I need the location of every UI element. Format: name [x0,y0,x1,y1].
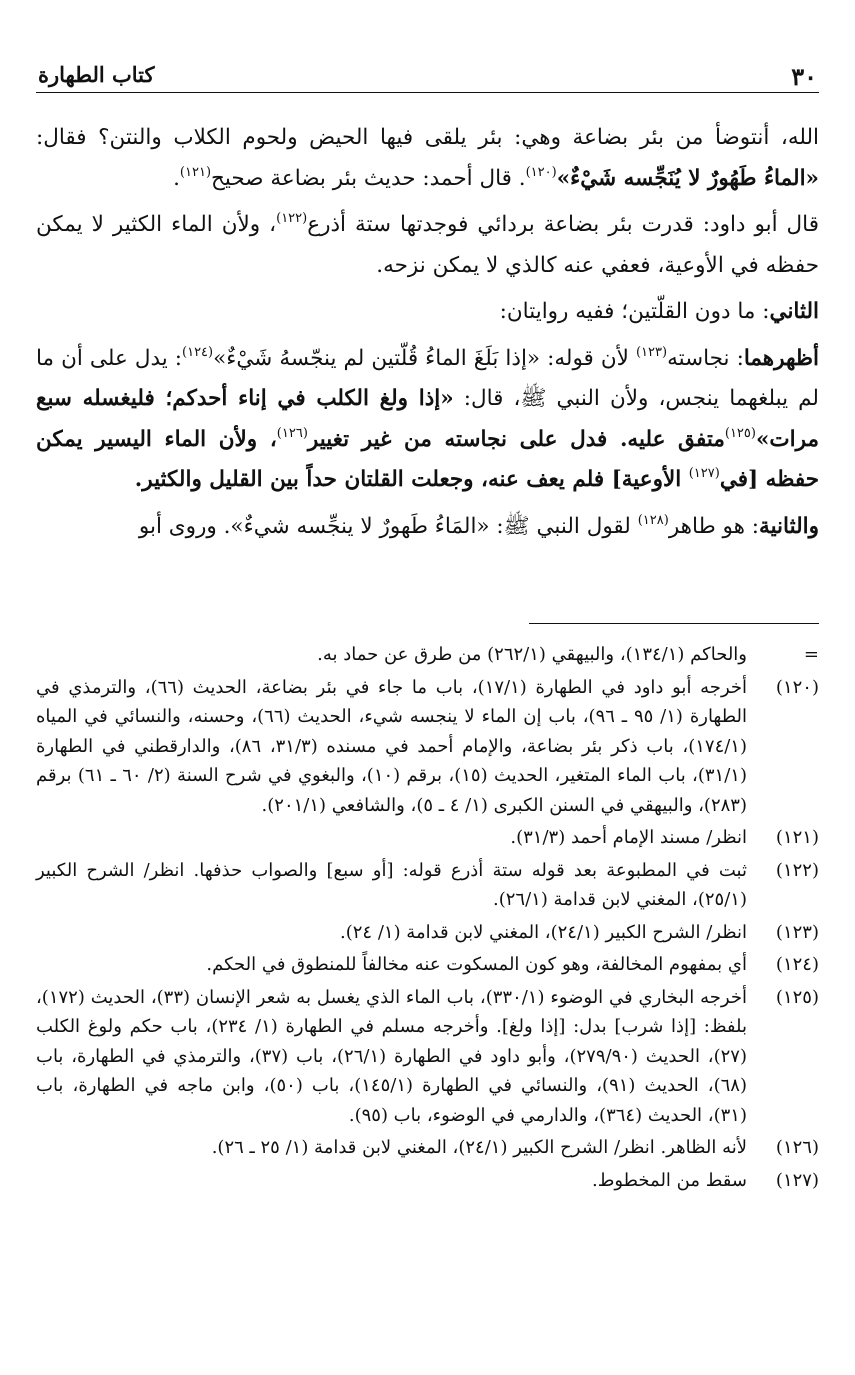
paragraph-1-text-1: الله، أنتوضأ من بئر بضاعة وهي: بئر يلقى فيها الحيض ولحوم الكلاب والنتن؟ فقال: [36,125,819,150]
section-heading-second: الثاني [769,299,819,324]
paragraph-1-text-2: . قال أحمد: حديث بئر بضاعة صحيح [211,165,526,191]
footnote-text: لأنه الظاهر. انظر/ الشرح الكبير (٢٤/١)، المغني لابن قدامة (١/ ٢٥ ـ ٢٦). [211,1137,747,1158]
paragraph-4-bold-4: ، ولأن الماء اليسير يمكن حفظه [في [36,426,819,492]
footnote-125 [36,983,819,1131]
paragraph-4-bold-3: متفق عليه. فدل على نجاسته من غير تغيير [307,426,725,452]
footnote-continuation [36,640,819,670]
footnote-text: سقط من المخطوط. [591,1169,747,1191]
running-title: كتاب الطهارة [38,62,155,87]
footnote-number: (١٢١) [775,827,819,848]
paragraph-1-text-3: . [173,165,180,191]
page-number: ٣٠ [791,62,817,91]
paragraph-3-text-1: : ما دون القلّتين؛ ففيه روايتان: [499,299,770,324]
section-heading-second-narration: والثانية [759,513,819,539]
paragraph-4-text-2: لأن قوله: «إذا بَلَغَ الماءُ قُلّتين لم ينجّسهُ شَيْءٌ» [213,345,636,371]
footnote-123 [36,918,819,948]
footnote-number: (١٢٧) [775,1169,819,1191]
footnote-number: (١٢٢) [775,859,819,881]
main-text [36,118,819,553]
footnote-127 [36,1166,819,1196]
footnote-ref-128: (١٢٨) [637,512,669,528]
footnote-ref-120: (١٢٠) [525,164,557,180]
footnote-126 [36,1133,819,1163]
footnote-number: (١٢٥) [775,986,819,1008]
footnote-ref-122: (١٢٢) [276,211,308,226]
paragraph-4-text-3: : يدل على أن ما لم يبلغهما ينجس، ولأن النبي ﷺ، قال: [36,345,819,411]
footnote-text: انظر/ مسند الإمام أحمد (٣١/٣). [510,827,747,848]
footnote-number: (١٢٣) [775,921,819,943]
footnote-number: (١٢٤) [775,954,819,975]
hadith-quote-2: «إذا ولغ الكلب في إناء أحدكم؛ فليغسله سبع مرات» [36,386,819,452]
footnote-122 [36,856,819,915]
footnote-text: أي بمفهوم المخالفة، وهو كون المسكوت عنه مخالفاً للمنطوق في الحكم. [206,954,747,975]
paragraph-4 [36,339,819,501]
footnote-ref-123: (١٢٣) [635,344,668,360]
paragraph-5 [36,507,819,548]
paragraph-5-text-2: لقول النبي ﷺ: «المَاءُ طَهورٌ لا ينجِّسه شيءٌ». وروى أبو [138,513,638,539]
footnote-text: انظر/ الشرح الكبير (٢٤/١)، المغني لابن قدامة (١/ ٢٤). [340,921,747,943]
paragraph-1 [36,118,819,199]
footnote-text: أخرجه أبو داود في الطهارة (١٧/١)، باب ما جاء في بئر بضاعة، الحديث (٦٦)، والترمذي في الطهارة (١/ ٩٥ ـ ٩٦)، باب إن الماء لا ينجسه شيء، الحديث (٦٦)، وحسنه، والنسائي في المياه (١٧٤/١)، باب ذكر بئر بضاعة، والإمام أحمد في مسنده (٣١/٣، ٨٦)، والدارقطني في الطهارة (٣١/١)، باب الماء المتغير، الحديث (١٥)، برقم (١٠)، والبغوي في شرح السنة (٢/ ٦٠ ـ ٦١) برقم (٢٨٣)، والبيهقي في السنن الكبرى (١/ ٤ ـ ٥)، والشافعي (٢٠١/١). [36,676,748,816]
footnote-number: (١٢٦) [775,1137,819,1158]
footnote-text: والحاكم (١٣٤/١)، والبيهقي (٢٦٢/١) من طرق عن حماد به. [317,644,747,665]
hadith-quote-1: «الماءُ طَهُورٌ لا يُنَجِّسه شَيْءٌ» [556,165,819,191]
footnote-number: = [803,644,819,665]
footnote-text: أخرجه البخاري في الوضوء (٣٣٠/١)، باب الماء الذي يغسل به شعر الإنسان (٣٣)، الحديث (١٧٢)، بلفظ: [إذا شرب] بدل: [إذا ولغ]. وأخرجه مسلم في الطهارة (١/ ٢٣٤)، باب حكم ولوغ الكلب (٢٧)، الحديث (٢٧٩/٩٠)، وأبو داود في الطهارة (٢٦/١)، باب (٣٧)، والترمذي في الطهارة، باب (٦٨)، الحديث (٩١)، والنسائي في الطهارة (١٤٥/١)، باب (٥٠)، وابن ماجه في الطهارة، باب (٣١)، الحديث (٣٦٤)، والدارمي في الوضوء، باب (٩٥). [36,986,748,1126]
footnote-number: (١٢٠) [775,676,819,698]
paragraph-2-text-2: ، ولأن الماء الكثير لا يمكن حفظه في الأوعية، فعفي عنه كالذي لا يمكن نزحه. [36,212,819,278]
paragraph-2-text-1: قال أبو داود: قدرت بئر بضاعة بردائي فوجدتها ستة أذرع [307,212,819,237]
paragraph-4-bold-5: الأوعية] فلم يعف عنه، وجعلت القلتان حداً بين القليل والكثير. [134,467,689,492]
footnote-ref-126: (١٢٦) [276,425,308,441]
footnote-124 [36,950,819,980]
footnote-121 [36,823,819,853]
page-header [36,58,819,93]
paragraph-4-text-1: : نجاسته [667,345,744,371]
footnotes [36,640,819,1198]
paragraph-3 [36,292,819,333]
footnote-text: ثبت في المطبوعة بعد قوله ستة أذرع قوله: [أو سبع] والصواب حذفها. انظر/ الشرح الكبير (٢٥/١)، المغني لابن قدامة (٢٦/١). [36,859,747,910]
footnote-120 [36,673,819,821]
footnote-ref-125: (١٢٥) [724,425,756,441]
footnote-ref-127: (١٢٧) [688,466,720,481]
section-heading-first-narration: أظهرهما [743,345,819,371]
paragraph-2 [36,205,819,286]
paragraph-5-text-1: : هو طاهر [668,513,760,539]
footnote-ref-121: (١٢١) [179,164,212,180]
footnote-divider [529,623,819,624]
footnote-ref-124: (١٢٤) [182,344,214,360]
